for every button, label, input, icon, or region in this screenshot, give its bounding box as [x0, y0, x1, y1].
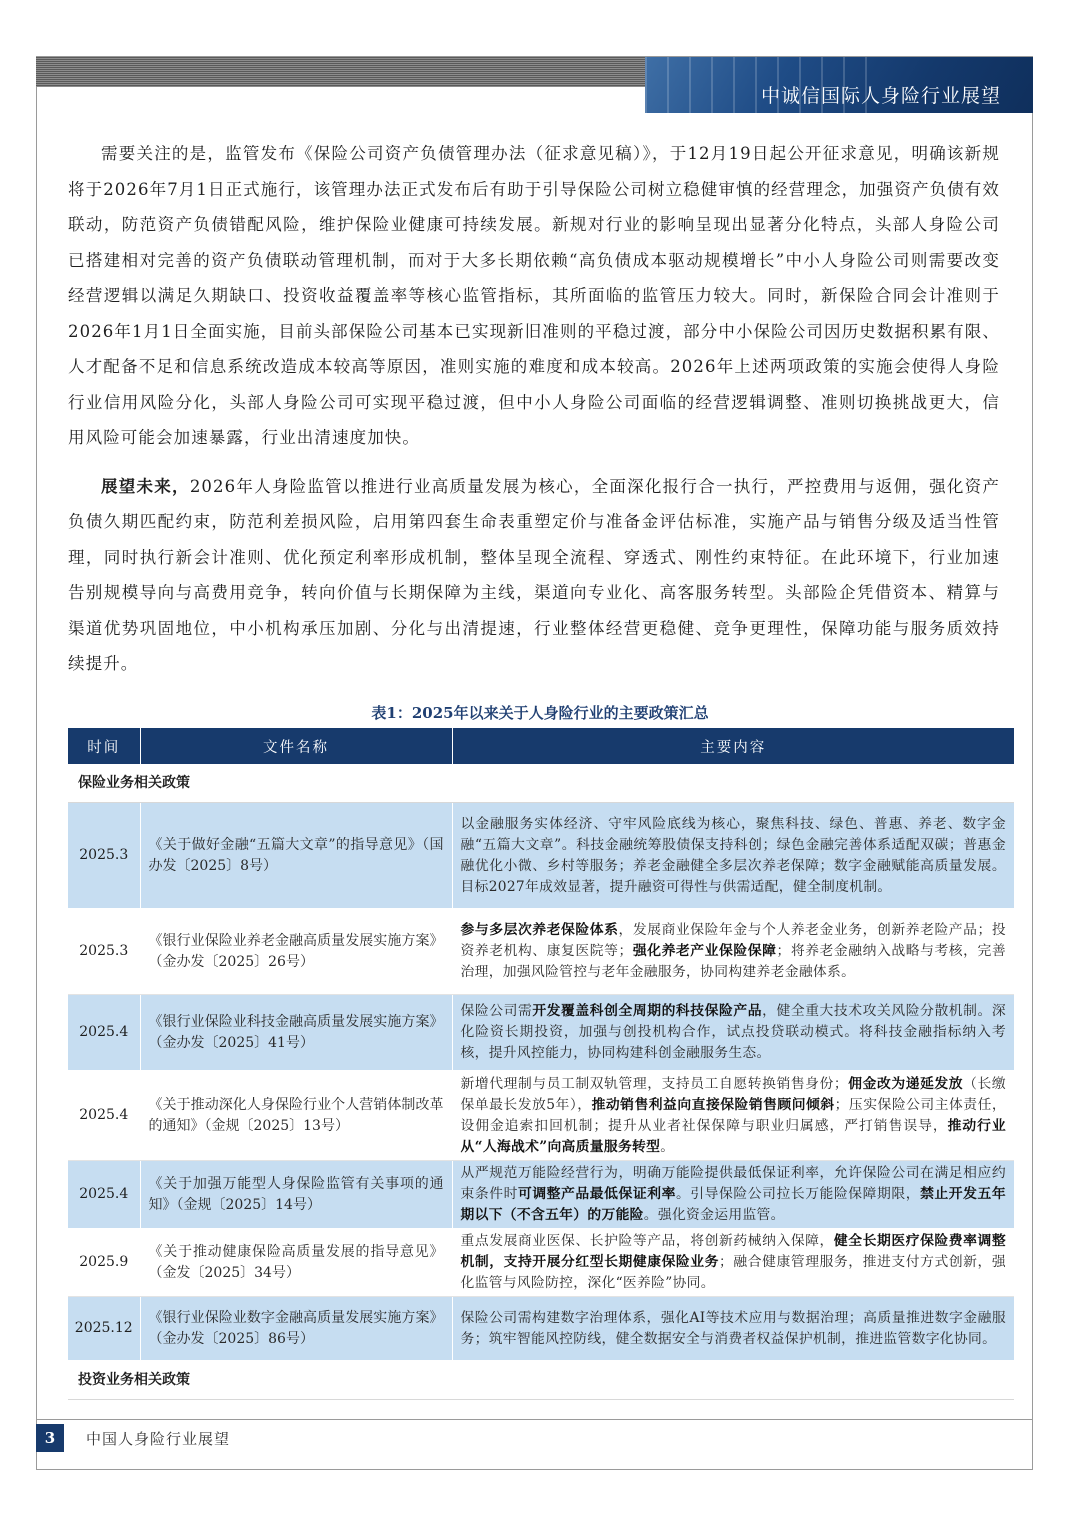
- footer-title: 中国人身险行业展望: [86, 1430, 231, 1448]
- row-content: [452, 909, 1014, 995]
- body-text: [68, 136, 1000, 682]
- content-text: 。强化资金运用监管。: [643, 1207, 785, 1223]
- content-bold: 健全长期医疗保险费率调整机制，支持开展分红型长期健康保险业务: [460, 1233, 1006, 1270]
- table-title: 表1：2025年以来关于人身险行业的主要政策汇总: [371, 704, 709, 722]
- row-date: 2025.4: [68, 1071, 140, 1161]
- header-title: 中诚信国际人身险行业展望: [760, 85, 1001, 107]
- row-date: 2025.3: [68, 909, 140, 995]
- content-text: ；将养老金融纳入战略与考核，完善治理，加强风险管控与老年金融服务，协同构建养老金融体系。: [460, 943, 1006, 980]
- table-row: [68, 909, 1014, 995]
- content-text: 。引导保险公司拉长万能险保障期限，: [675, 1186, 921, 1202]
- content-text: ，发展商业保险年金与个人养老金业务，创新养老险产品；投资养老机构、康复医院等；: [460, 922, 1006, 959]
- content-bold: 禁止开发五年期以下（不含五年）的万能险: [460, 1186, 1006, 1223]
- table-row: [68, 1229, 1014, 1297]
- content-text: （长缴保单最长发放5年），: [460, 1075, 1006, 1113]
- row-doc: 《银行业保险业养老金融高质量发展实施方案》（金办发〔2025〕26号）: [140, 909, 452, 995]
- table-row: [68, 1071, 1014, 1161]
- content-bold: 推动销售利益向直接保险销售顾问倾斜: [591, 1096, 835, 1113]
- content-text: ；融合健康管理服务，推进支付方式创新，强化监管与风险防控，深化“医养险”协同。: [460, 1254, 1007, 1291]
- table-row: [68, 995, 1014, 1071]
- table-row: [68, 803, 1014, 909]
- row-date: 2025.9: [68, 1229, 140, 1297]
- content-text: 保险公司需: [460, 1003, 533, 1019]
- row-content: [452, 1071, 1014, 1161]
- row-content: [452, 803, 1014, 909]
- content-text: 保险公司需构建数字治理体系，强化AI等技术应用与数据治理；高质量推进数字金融服务；筑牢智能风控防线，健全数据安全与消费者权益保护机制，推进监管数字化协同。: [460, 1309, 1006, 1347]
- section-label: 投资业务相关政策: [68, 1361, 1014, 1400]
- row-date: 2025.4: [68, 995, 140, 1071]
- row-doc: 《银行业保险业数字金融高质量发展实施方案》（金办发〔2025〕86号）: [140, 1297, 452, 1361]
- content-text: 重点发展商业医保、长护险等产品，将创新药械纳入保障，: [460, 1233, 834, 1249]
- footer-divider: [36, 1419, 1033, 1420]
- content-text: ；压实保险公司主体责任，设佣金追索扣回机制；提升从业者社保保障与职业归属感，严打销售误导，: [460, 1096, 1006, 1134]
- header-stripes: [36, 57, 646, 87]
- header-date: 时间: [68, 728, 140, 764]
- row-date: 2025.3: [68, 803, 140, 909]
- content-text: 。: [660, 1138, 675, 1155]
- row-doc: 《关于做好金融“五篇大文章”的指导意见》（国办发〔2025〕8号）: [140, 803, 452, 909]
- page-number: 3: [36, 1424, 64, 1452]
- row-doc: 《关于加强万能型人身保险监管有关事项的通知》（金规〔2025〕14号）: [140, 1161, 452, 1229]
- header-doc: 文件名称: [140, 728, 452, 764]
- content-text: 新增代理制与员工制双轨管理，支持员工自愿转换销售身份；: [460, 1075, 848, 1092]
- content-text: 以金融服务实体经济、守牢风险底线为核心，聚焦科技、绿色、普惠、养老、数字金融“五篇大文章”。科技金融统筹股债保支持科创；绿色金融完善体系适配双碳；普惠金融优化小微、乡村等服务；养老金融健全多层次养老保障；数字金融赋能高质量发展。目标2027年成效显著，提升融资可得性与供需适配，健全制度机制。: [460, 815, 1006, 895]
- header-content: 主要内容: [452, 728, 1014, 764]
- section-label: 保险业务相关政策: [68, 764, 1014, 803]
- content-text: ，健全重大技术攻关风险分散机制。深化险资长期投资，加强与创投机构合作，试点投贷联动模式。将科技金融指标纳入考核，提升风控能力，协同构建科创金融服务生态。: [460, 1003, 1006, 1061]
- table-row: [68, 1297, 1014, 1361]
- section-row: [68, 1361, 1014, 1400]
- content-bold: 强化养老产业保险保障: [632, 943, 777, 959]
- content-bold: 开发覆盖科创全周期的科技保险产品: [532, 1003, 763, 1019]
- header-banner: [645, 57, 1033, 113]
- paragraph-2-lead: 展望未来，: [101, 476, 190, 496]
- section-row: [68, 764, 1014, 803]
- paragraph-1: 需要关注的是，监管发布《保险公司资产负债管理办法（征求意见稿）》，于12月19日起公开征求意见，明确该新规将于2026年7月1日正式施行，该管理办法正式发布后有助于引导保险公司树立稳健审慎的经营理念，加强资产负债有效联动，防范资产负债错配风险，维护保险业健康可持续发展。新规对行业的影响呈现出显著分化特点，头部人身险公司已搭建相对完善的资产负债联动管理机制，而对于大多长期依赖“高负债成本驱动规模增长”中小人身险公司则需要改变经营逻辑以满足久期缺口、投资收益覆盖率等核心监管指标，其所面临的监管压力较大。同时，新保险合同会计准则于2026年1月1日全面实施，目前头部保险公司基本已实现新旧准则的平稳过渡，部分中小保险公司因历史数据积累有限、人才配备不足和信息系统改造成本较高等原因，准则实施的难度和成本较高。2026年上述两项政策的实施会使得人身险行业信用风险分化，头部人身险公司可实现平稳过渡，但中小人身险公司面临的经营逻辑调整、准则切换挑战更大，信用风险可能会加速暴露，行业出清速度加快。: [68, 144, 1000, 447]
- paragraph-2-text: 2026年人身险监管以推进行业高质量发展为核心，全面深化报行合一执行，严控费用与返佣，强化资产负债久期匹配约束，防范利差损风险，启用第四套生命表重塑定价与准备金评估标准，实施产品与销售分级及适当性管理，同时执行新会计准则、优化预定利率形成机制，整体呈现全流程、穿透式、刚性约束特征。在此环境下，行业加速告别规模导向与高费用竞争，转向价值与长期保障为主线，渠道向专业化、高客服务转型。头部险企凭借资本、精算与渠道优势巩固地位，中小机构承压加剧、分化与出清提速，行业整体经营更稳健、竞争更理性，保障功能与服务质效持续提升。: [68, 476, 1000, 673]
- content-bold: 参与多层次养老保险体系: [460, 922, 619, 938]
- row-doc: 《关于推动健康保险高质量发展的指导意见》（金发〔2025〕34号）: [140, 1229, 452, 1297]
- row-content: [452, 1161, 1014, 1229]
- content-bold: 佣金改为递延发放: [848, 1075, 964, 1092]
- row-date: 2025.4: [68, 1161, 140, 1229]
- row-content: [452, 995, 1014, 1071]
- paragraph-2: [68, 469, 1000, 682]
- row-content: [452, 1297, 1014, 1361]
- row-doc: 《银行业保险业科技金融高质量发展实施方案》（金办发〔2025〕41号）: [140, 995, 452, 1071]
- table-row: [68, 1161, 1014, 1229]
- table-header-row: [68, 728, 1014, 764]
- content-bold: 可调整产品最低保证利率: [517, 1186, 676, 1202]
- content-text: 从严规范万能险经营行为，明确万能险提供最低保证利率，允许保险公司在满足相应约束条件时: [460, 1165, 1006, 1202]
- policy-table: [68, 728, 1014, 1400]
- row-doc: 《关于推动深化人身保险行业个人营销体制改革的通知》（金规〔2025〕13号）: [140, 1071, 452, 1161]
- row-date: 2025.12: [68, 1297, 140, 1361]
- row-content: [452, 1229, 1014, 1297]
- content-bold: 推动行业从“人海战术”向高质量服务转型: [460, 1117, 1006, 1155]
